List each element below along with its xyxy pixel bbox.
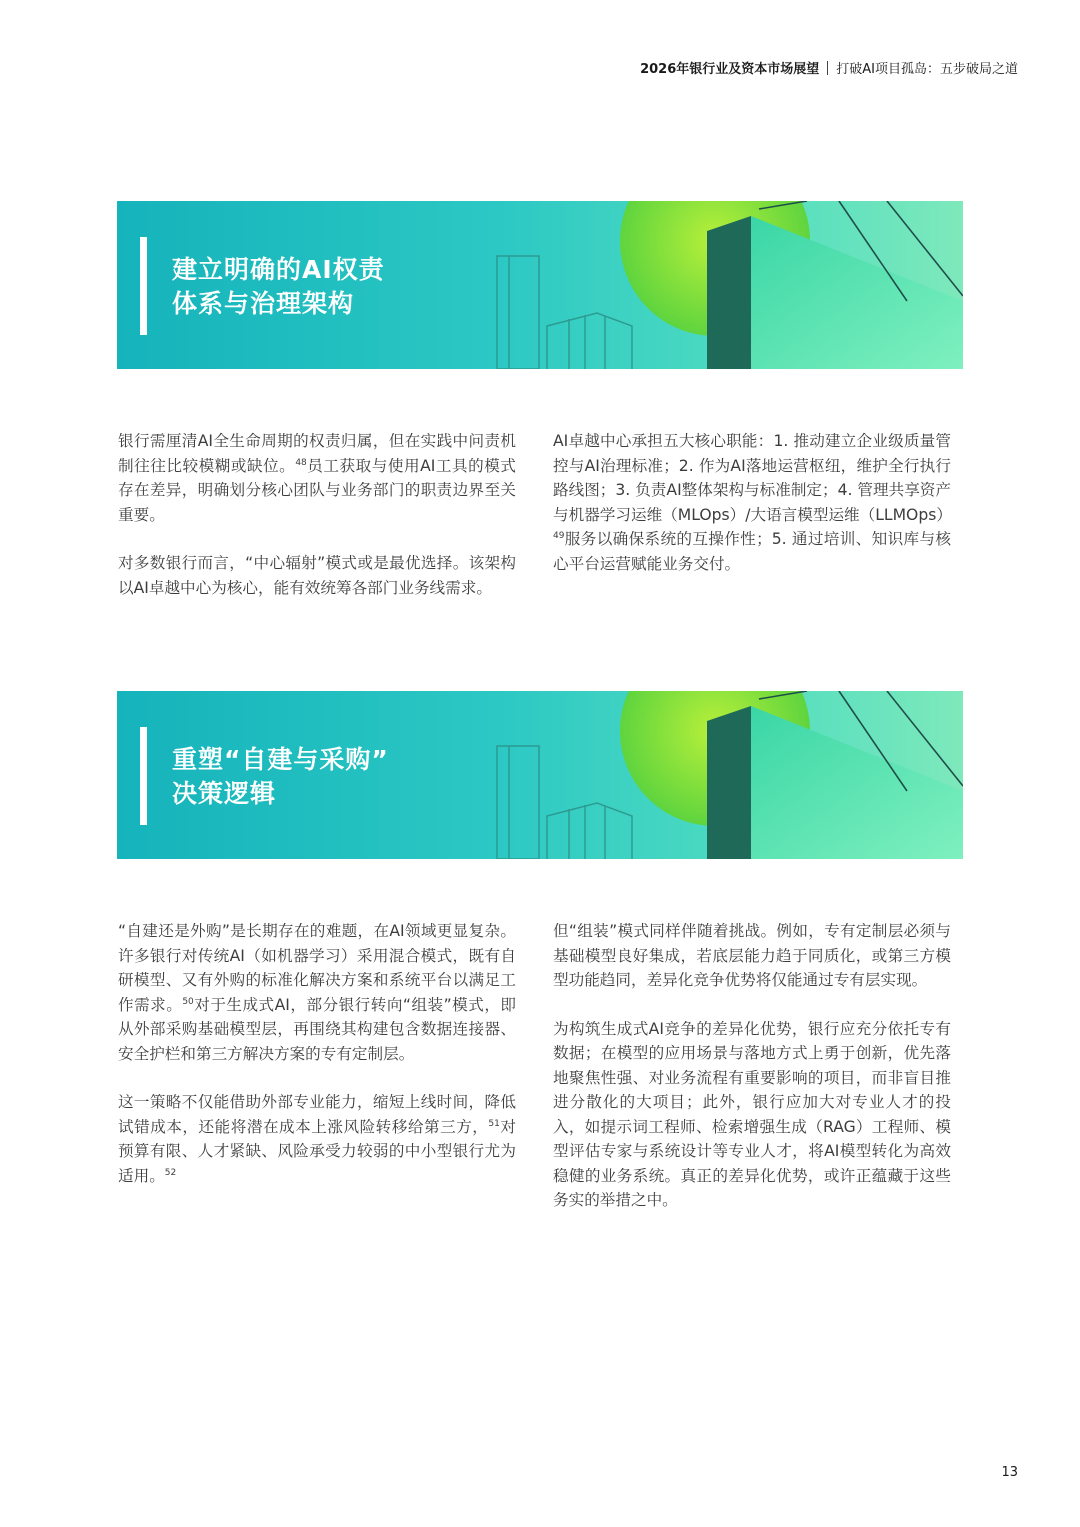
body-paragraph: “自建还是外购”是长期存在的难题，在AI领域更显复杂。许多银行对传统AI（如机器学习）采用混合模式，既有自研模型、又有外购的标准化解决方案和系统平台以满足工作需求。$^{50}$对于生成式AI，部分银行转向“组装”模式，即从外部采购基础模型层，再围绕其构建包含数据连接器、安全护栏和第三方解决方案的专有定制层。 [118,922,516,1063]
chapter-title: 打破AI项目孤岛：五步破局之道 [836,62,1018,77]
footnote-ref[interactable]: 51 [488,1118,500,1129]
body-paragraph: AI卓越中心承担五大核心职能：1. 推动建立企业级质量管控与AI治理标准；2. 作为AI落地运营枢纽，维护全行执行路线图；3. 负责AI整体架构与标准制定；4. 管理共享资产与机器学习运维（MLOps）/大语言模型运维（LLMOps）$^{49}$服务以确保系统的互操作性；5. 通过培训、知识库与核心平台运营赋能业务交付。 [553,432,952,573]
report-title: 2026年银行业及资本市场展望 [640,62,820,77]
footnote-ref[interactable]: 48 [295,457,307,468]
body-paragraph: 银行需厘清AI全生命周期的权责归属，但在实践中问责机制往往比较模糊或缺位。$^{48}$员工获取与使用AI工具的模式存在差异，明确划分核心团队与业务部门的职责边界至关重要。 [118,432,516,524]
section-title-2 [172,743,389,811]
section-title-1 [172,253,385,321]
footnote-ref[interactable]: 49 [553,531,565,541]
body-paragraph: 为构筑生成式AI竞争的差异化优势，银行应充分依托专有数据；在模型的应用场景与落地方式上勇于创新，优先落地聚焦性强、对业务流程有重要影响的项目，而非盲目推进分散化的大项目；此外，银行应加大对专业人才的投入，如提示词工程师、检索增强生成（RAG）工程师、模型评估专家与系统设计等专业人才，将AI模型转化为高效稳健的业务系统。真正的差异化优势，或许正蕴藏于这些务实的举措之中。 [553,1019,951,1209]
section-title-line: 建立明确的AI权责 [172,255,385,284]
section-title-line: 体系与治理架构 [172,289,355,318]
footnote-ref[interactable]: 52 [164,1167,177,1178]
section-2-right-column [553,919,951,1213]
section-title-line: 重塑“自建与采购” [172,745,389,774]
body-paragraph: 对多数银行而言，“中心辐射”模式或是最优选择。该架构以AI卓越中心为核心，能有效统筹各部门业务线需求。 [118,554,516,597]
section-title-line: 决策逻辑 [172,779,277,808]
page-number: 13 [1001,1465,1018,1480]
section-2-left-column [118,919,516,1188]
body-paragraph: 这一策略不仅能借助外部专业能力，缩短上线时间，降低试错成本，还能将潜在成本上涨风险转移给第三方，$^{51}$对预算有限、人才紧缺、风险承受力较弱的中小型银行尤为适用。$^{52}$ [118,1093,516,1185]
footnote-ref[interactable]: 50 [182,996,194,1007]
banner-accent-bar [140,727,147,825]
section-1-left-column [118,429,516,600]
banner-accent-bar [140,237,147,335]
section-1-right-column [553,429,951,576]
body-paragraph: 但“组装”模式同样伴随着挑战。例如，专有定制层必须与基础模型良好集成，若底层能力趋于同质化，或第三方模型功能趋同，差异化竞争优势将仅能通过专有层实现。 [553,922,951,989]
section-banner-2 [117,691,963,859]
page-header [640,58,1018,77]
header-divider [827,61,828,75]
section-banner-1 [117,201,963,369]
